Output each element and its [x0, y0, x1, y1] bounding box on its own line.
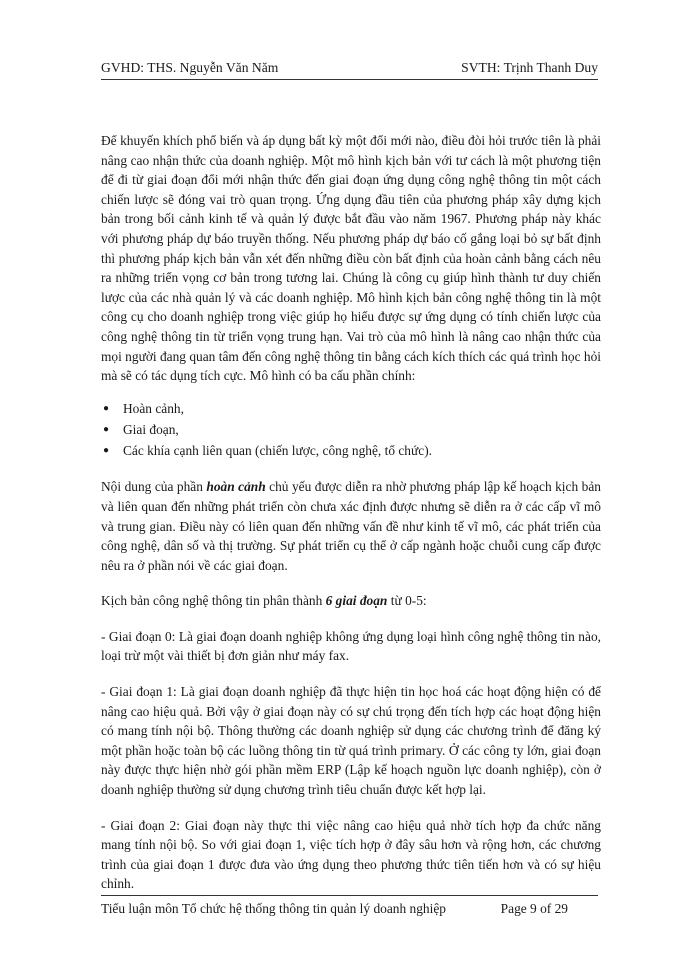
header-instructor: GVHD: THS. Nguyễn Văn Năm	[101, 60, 279, 75]
context-paragraph: Nội dung của phần hoàn cảnh chủ yếu được diễn ra nhờ phương pháp lập kế hoạch kịch bản và liên quan đến những phát triển còn chưa xác định được nhưng sẽ diễn ra ở các cấp vĩ mô và trung gian. Điều này có liên quan đến những vấn đề như kinh tế vĩ mô, các phát triển của công nghệ, dân số và thị trường. Sự phát triển cụ thể ở cấp ngành hoặc chuỗi cung cấp được nêu ra ở phần nói về các giai đoạn.	[101, 479, 601, 573]
list-item: ● Hoàn cảnh,	[123, 398, 601, 419]
component-list	[101, 398, 601, 462]
header-student: SVTH: Trịnh Thanh Duy	[461, 60, 598, 75]
list-item: ● Các khía cạnh liên quan (chiến lược, công nghệ, tổ chức).	[123, 440, 601, 461]
bullet-icon: ●	[103, 445, 110, 457]
intro-paragraph: Để khuyến khích phổ biến và áp dụng bất kỳ một đổi mới nào, điều đòi hỏi trước tiên là phải nâng cao nhận thức của doanh nghiệp. Một mô hình kịch bản với tư cách là một phương tiện để đi từ giai đoạn đổi mới nhận thức đến giai đoạn ứng dụng công nghệ thông tin một cách chiến lược sẽ đóng vai trò quan trọng. Ứng dụng đầu tiên của phương pháp xây dựng kịch bản trong bối cảnh kinh tế và quản lý được bắt đầu vào năm 1967. Phương pháp này khác với phương pháp dự báo truyền thống. Nếu phương pháp dự báo cố gắng loại bỏ sự bất định thì phương pháp kịch bản vẫn xét đến những điều còn bất định của hoàn cảnh bằng cách nêu ra những triển vọng cơ bản trong tương lai. Chúng là công cụ giúp hình thành tư duy chiến lược của các nhà quản lý và các doanh nghiệp. Mô hình kịch bản công nghệ thông tin là một công cụ cho doanh nghiệp trong việc giúp họ hiểu được sự ứng dụng có tính chiến lược của công nghệ thông tin từ triển vọng trung hạn. Vai trò của mô hình là nâng cao nhận thức của mọi người đang quan tâm đến công nghệ thông tin bằng cách kích thích các quá trình học hỏi mà sẽ có tác dụng tích cực. Mô hình có ba cấu phần chính:	[101, 133, 601, 384]
emphasis-hoan-canh: hoàn cảnh	[206, 479, 266, 495]
phase-0-paragraph: - Giai đoạn 0: Là giai đoạn doanh nghiệp không ứng dụng loại hình công nghệ thông tin nào, loại trừ một vài thiết bị đơn giản như máy fax.	[101, 628, 601, 664]
page-header	[101, 59, 598, 77]
page-footer	[101, 900, 598, 918]
emphasis-6-giai-doan: 6 giai đoạn	[325, 593, 388, 609]
phase-2-paragraph: - Giai đoạn 2: Giai đoạn này thực thi việc nâng cao hiệu quả nhờ tích hợp đa chức năng mang tính nội bộ. So với giai đoạn 1, việc tích hợp ở đây sâu hơn và rộng hơn, các chương trình của giai đoạn 1 được đưa vào ứng dụng theo phương thức tiên tiến hơn và có sự hiệu chỉnh.	[101, 817, 601, 892]
page-number: Page 9 of 29	[500, 901, 568, 916]
bullet-icon: ●	[103, 423, 110, 435]
bullet-icon: ●	[103, 402, 110, 414]
list-item: ● Giai đoạn,	[123, 419, 601, 440]
header-divider	[101, 79, 598, 80]
footer-course-title: Tiểu luận môn Tổ chức hệ thống thông tin quản lý doanh nghiệp	[101, 901, 446, 916]
phases-intro-paragraph: Kịch bản công nghệ thông tin phân thành 6 giai đoạn từ 0-5:	[101, 593, 427, 609]
footer-divider	[101, 895, 598, 896]
phase-1-paragraph: - Giai đoạn 1: Là giai đoạn doanh nghiệp đã thực hiện tin học hoá các hoạt động hiện có để nâng cao hiệu quả. Bởi vậy ở giai đoạn này có sự chú trọng đến tích hợp các hoạt động hiện có mang tính nội bộ. Thông thường các doanh nghiệp sử dụng các chương trình để đăng ký một phần hoặc toàn bộ các luồng thông tin từ quá trình primary. Ở các công ty lớn, giai đoạn này được thực hiện nhờ gói phần mềm ERP (Lập kế hoạch nguồn lực doanh nghiệp), còn ở doanh nghiệp thường sử dụng chương trình tiêu chuẩn được kết hợp lại.	[101, 684, 601, 798]
document-body	[101, 131, 601, 894]
